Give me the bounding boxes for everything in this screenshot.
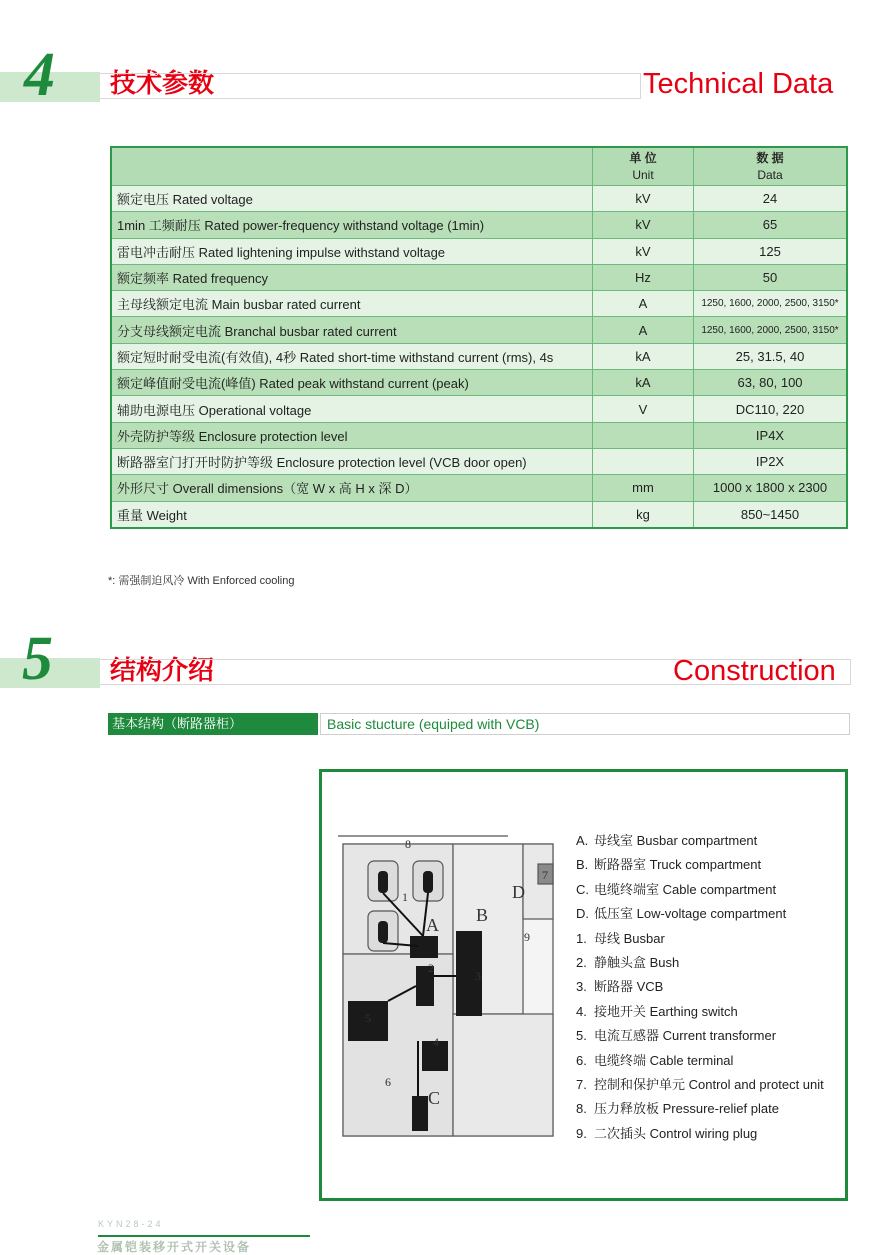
param-data: 1000 x 1800 x 2300 [694, 475, 848, 501]
svg-text:2: 2 [428, 961, 434, 975]
legend-item: 4. 接地开关 Earthing switch [576, 1003, 738, 1019]
section-title-en: Technical Data [643, 68, 834, 100]
section-number: 5 [22, 625, 53, 693]
param-name: 额定频率 Rated frequency [111, 264, 593, 290]
switchgear-diagram [338, 826, 558, 1141]
param-name: 额定峰值耐受电流(峰值) Rated peak withstand current (peak) [111, 370, 593, 396]
param-unit: kg [593, 501, 694, 528]
param-name: 额定电压 Rated voltage [111, 186, 593, 212]
param-name: 分支母线额定电流 Branchal busbar rated current [111, 317, 593, 343]
table-row [111, 343, 847, 369]
legend-item: 2. 静触头盒 Bush [576, 954, 680, 970]
param-unit: kA [593, 370, 694, 396]
section-title-en: Construction [673, 655, 836, 687]
svg-text:7: 7 [542, 868, 548, 882]
header-blank [111, 147, 593, 186]
legend-item: 1. 母线 Busbar [576, 930, 665, 946]
svg-text:A: A [426, 915, 439, 935]
param-name: 雷电冲击耐压 Rated lightening impulse withstand voltage [111, 238, 593, 264]
subsection-label-en: Basic stucture (equiped with VCB) [320, 713, 850, 735]
svg-text:8: 8 [405, 837, 411, 851]
section-rule [100, 73, 641, 99]
legend-item: 8. 压力释放板 Pressure-relief plate [576, 1101, 779, 1117]
table-header [111, 147, 847, 186]
header-unit [593, 147, 694, 186]
table-row [111, 264, 847, 290]
legend-item: D. 低压室 Low-voltage compartment [576, 906, 787, 922]
table-row [111, 212, 847, 238]
table-row [111, 448, 847, 474]
param-unit: mm [593, 475, 694, 501]
param-name: 断路器室门打开时防护等级 Enclosure protection level (VCB door open) [111, 448, 593, 474]
construction-legend [576, 831, 824, 1148]
svg-text:D: D [512, 882, 525, 902]
header-data [694, 147, 848, 186]
svg-text:9: 9 [524, 930, 530, 944]
legend-item: 6. 电缆终端 Cable terminal [576, 1052, 734, 1068]
footer-product-title: 金属铠装移开式开关设备 [97, 1240, 252, 1254]
param-unit [593, 448, 694, 474]
legend-item: 3. 断路器 VCB [576, 979, 664, 995]
legend-item: C. 电缆终端室 Cable compartment [576, 881, 777, 897]
param-data: DC110, 220 [694, 396, 848, 422]
table-row [111, 475, 847, 501]
param-name: 主母线额定电流 Main busbar rated current [111, 291, 593, 317]
table-row [111, 501, 847, 528]
subsection-label-zh: 基本结构（断路器柜） [108, 713, 318, 735]
section-number: 4 [24, 41, 55, 109]
param-unit: A [593, 291, 694, 317]
legend-item: 5. 电流互感器 Current transformer [576, 1028, 777, 1044]
param-name: 外壳防护等级 Enclosure protection level [111, 422, 593, 448]
legend-item: 7. 控制和保护单元 Control and protect unit [576, 1076, 824, 1092]
header-unit-zh: 单 位 [629, 150, 657, 165]
table-row [111, 396, 847, 422]
table-row [111, 370, 847, 396]
param-unit [593, 422, 694, 448]
table-row [111, 317, 847, 343]
param-unit: kV [593, 186, 694, 212]
svg-text:6: 6 [385, 1075, 391, 1089]
param-unit: kA [593, 343, 694, 369]
param-name: 1min 工频耐压 Rated power-frequency withstand voltage (1min) [111, 212, 593, 238]
table-row [111, 291, 847, 317]
legend-item: A. 母线室 Busbar compartment [576, 833, 758, 848]
param-unit: kV [593, 238, 694, 264]
param-data: IP2X [694, 448, 848, 474]
param-data: 25, 31.5, 40 [694, 343, 848, 369]
table-row [111, 186, 847, 212]
param-unit: V [593, 396, 694, 422]
param-name: 重量 Weight [111, 501, 593, 528]
param-data: 125 [694, 238, 848, 264]
param-data: 850~1450 [694, 501, 848, 528]
footnote: *: 需强制迫风冷 With Enforced cooling [108, 575, 295, 587]
param-data: 24 [694, 186, 848, 212]
svg-text:4: 4 [433, 1035, 439, 1049]
param-unit: A [593, 317, 694, 343]
legend-item: 9. 二次插头 Control wiring plug [576, 1125, 758, 1141]
svg-text:B: B [476, 905, 489, 925]
param-unit: kV [593, 212, 694, 238]
param-name: 辅助电源电压 Operational voltage [111, 396, 593, 422]
param-data: 63, 80, 100 [694, 370, 848, 396]
header-data-zh: 数 据 [756, 150, 784, 165]
param-name: 额定短时耐受电流(有效值), 4秒 Rated short-time withstand current (rms), 4s [111, 343, 593, 369]
svg-text:3: 3 [475, 969, 481, 983]
svg-text:5: 5 [365, 1011, 371, 1025]
param-data: 50 [694, 264, 848, 290]
technical-data-table [110, 146, 848, 529]
svg-text:C: C [428, 1088, 441, 1108]
footer-model-code: KYN28-24 [98, 1219, 164, 1229]
section-title-zh: 技术参数 [110, 69, 215, 99]
param-data: 1250, 1600, 2000, 2500, 3150* [694, 291, 848, 317]
param-data: 1250, 1600, 2000, 2500, 3150* [694, 317, 848, 343]
param-data: 65 [694, 212, 848, 238]
param-unit: Hz [593, 264, 694, 290]
table-row [111, 238, 847, 264]
legend-item: B. 断路器室 Truck compartment [576, 857, 762, 873]
param-name: 外形尺寸 Overall dimensions（宽 W x 高 H x 深 D） [111, 475, 593, 501]
footer-rule [98, 1235, 310, 1237]
header-data-en: Data [757, 167, 783, 182]
param-data: IP4X [694, 422, 848, 448]
svg-text:1: 1 [402, 890, 408, 904]
header-unit-en: Unit [632, 167, 654, 182]
section-title-zh: 结构介绍 [110, 656, 215, 686]
table-row [111, 422, 847, 448]
